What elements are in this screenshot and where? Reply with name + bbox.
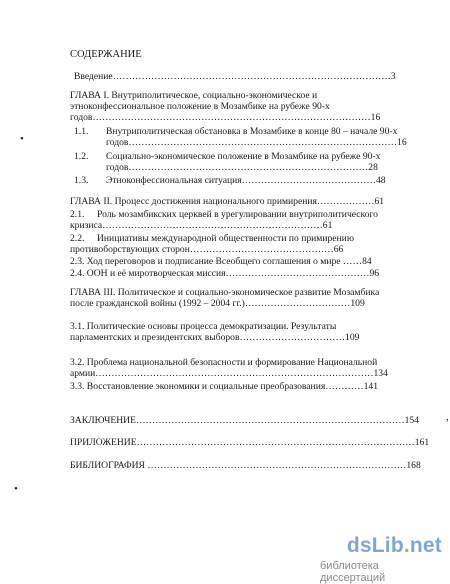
toc-section-1-3: Этноконфессиональная ситуация……………………………………48 (106, 175, 386, 186)
toc-section-3-2-line-1: 3.2. Проблема национальной безопасности и формирование Национальной (70, 357, 378, 368)
toc-section-3-3: 3.3. Восстановление экономики и социальные преобразования…………141 (70, 381, 379, 392)
toc-section-1-2-line-2: годов…………………………………………………………………28 (106, 162, 378, 173)
toc-conclusion: ЗАКЛЮЧЕНИЕ…………………………………………………………………………154 (70, 415, 419, 426)
toc-section-1-2-line-1: Социально-экономическое положение в Мозамбике на рубеже 90-х (106, 151, 381, 162)
toc-section-number: 1.1. (74, 126, 89, 137)
toc-section-number: 2.2. (70, 233, 85, 244)
toc-chapter-2: ГЛАВА II. Процесс достижения национального примирения………………61 (70, 196, 385, 207)
toc-section-3-1-line-2: парламентских и президентских выборов……………………………109 (70, 332, 360, 343)
dslib-logo: dsLib.net (346, 534, 442, 557)
toc-chapter-3-line-1: ГЛАВА III. Политическое и социально-экономическое развитие Мозамбика (70, 287, 380, 298)
toc-section-2-1-line-2: кризиса……………………………………………………………61 (70, 220, 333, 231)
toc-section-1-1-line-2: годов…………………………………………………………………………16 (106, 137, 407, 148)
margin-mark: , (446, 411, 449, 423)
toc-section-3-1-line-1: 3.1. Политические основы процесса демократизации. Результаты (70, 321, 337, 332)
toc-section-number: 1.2. (74, 151, 89, 162)
toc-chapter-3-line-2: после гражданской войны (1992 – 2004 гг.)……………………………109 (70, 298, 365, 309)
toc-section-2-4: 2.4. ООН и её миротворческая миссия………………………………………96 (70, 268, 380, 279)
toc-bibliography: БИБЛИОГРАФИЯ ………………………………………………………………………168 (70, 460, 421, 471)
toc-section-2-2-line-2: противоборствующих сторон………………………………………66 (70, 244, 344, 255)
page-title: СОДЕРЖАНИЕ (70, 49, 142, 60)
toc-appendix: ПРИЛОЖЕНИЕ……………………………………………………………………………161 (70, 437, 430, 448)
margin-mark: • (14, 483, 18, 495)
toc-section-1-1-line-1: Внутриполитическая обстановка в Мозамбике в конце 80 – начале 90-х (106, 126, 398, 137)
toc-intro: Введение……………………………………………………………………………3 (74, 71, 396, 82)
toc-section-2-1-line-1: Роль мозамбикских церквей в урегулировании внутриполитического (97, 209, 378, 220)
toc-chapter-1-line-1: ГЛАВА I. Внутриполитическое, социально-экономическое и (70, 90, 318, 101)
toc-chapter-1-line-3: годов……………………………………………………………………………16 (70, 112, 381, 123)
toc-section-2-3: 2.3. Ход переговоров и подписание Всеобщего соглашения о мире ……84 (70, 256, 372, 267)
toc-chapter-1-line-2: этноконфессиональное положение в Мозамбике на рубеже 90-х (70, 101, 330, 112)
toc-section-number: 1.3. (74, 175, 89, 186)
margin-mark: • (20, 133, 24, 145)
toc-section-2-2-line-1: Инициативы международной общественности по примирению (97, 233, 354, 244)
toc-section-3-2-line-2: армии……………………………………………………………………………134 (70, 368, 388, 379)
watermark-subtitle: библиотека диссертаций (320, 560, 386, 584)
dslib-watermark (320, 534, 442, 584)
toc-section-number: 2.1. (70, 209, 85, 220)
